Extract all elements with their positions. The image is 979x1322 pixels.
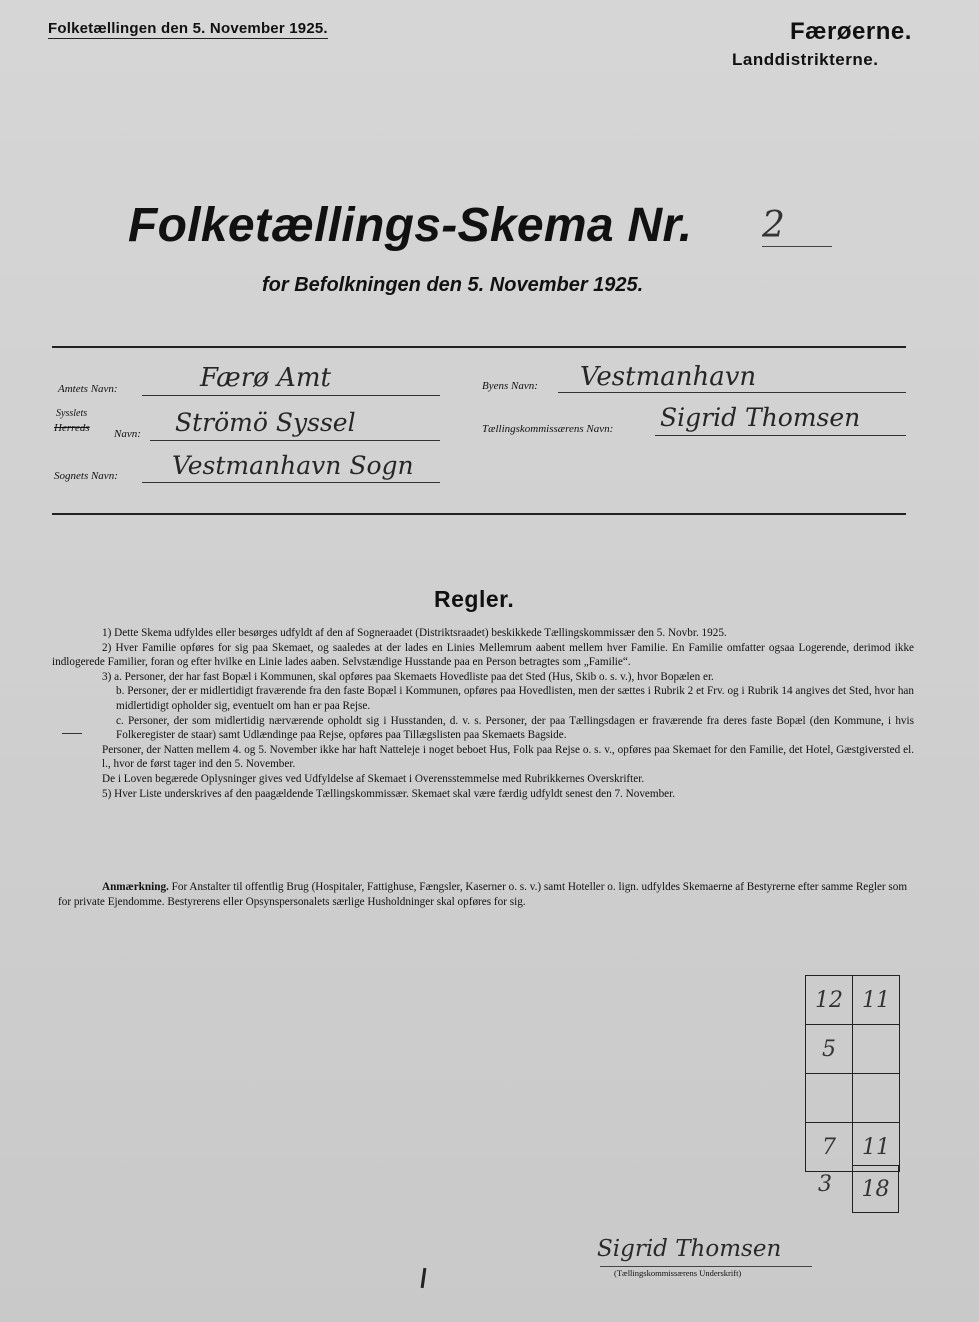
herred-label-struck: Herreds [54,422,90,434]
tally-row [806,1122,899,1171]
tally-cell [806,1074,852,1122]
remark-label: Anmærkning. [102,881,169,893]
tally-cell [852,1025,899,1073]
syssel-label-top: Sysslets [56,408,88,419]
form-number: 2 [762,205,832,247]
rule-line-4b: De i Loven begærede Oplysninger gives ved Udfyldelse af Skemaet i Overensstemmelse med Rubrikkernes Overskrifter. [102,772,645,785]
form-title: Folketællings-Skema Nr. [128,199,693,252]
tally-row [806,1024,899,1073]
rules-heading: Regler. [434,586,515,612]
tally-row [806,976,899,1024]
by-line [558,392,906,393]
header-region: Færøerne. [790,18,912,45]
kommissaer-line [655,435,906,436]
top-divider [52,346,906,348]
remark-text: For Anstalter til offentlig Brug (Hospitaler, Fattighuse, Fængsler, Kaserner o. s. v.) samt Hoteller o. lign. udfyldes Skemaerne af Bestyrerne efter samme Regler som for private Ejendomme. Bestyrerens eller Opsynspersonalets særlige Husholdninger skal opføres for sig. [58,881,908,908]
header-census-date: Folketællingen den 5. November 1925. [48,20,328,37]
syssel-line [150,440,440,441]
rule-line-5: 5) Hver Liste underskrives af den paagældende Tællingskommissær. Skemaet skal være færdig udfyldt senest den 7. November. [102,787,676,800]
by-label: Byens Navn: [482,380,538,392]
rule-line-3a: 3) a. Personer, der har fast Bopæl i Kommunen, skal opføres paa Skemaets Hovedliste paa det Sted (Hus, Skib o. s. v.), hvor Bopælen er. [102,670,714,683]
tally-cell: 11 [852,976,899,1024]
tally-extra-box: 18 [852,1165,899,1213]
tally-row [806,1073,899,1122]
tally-cell: 5 [822,1036,836,1062]
sogn-line [142,482,440,483]
rules-text [52,626,914,801]
bottom-divider [52,513,906,515]
tally-grid [805,975,900,1172]
rule-line-3b: b. Personer, der er midlertidigt fraværende fra den faste Bopæl i Kommunen, opføres paa Hovedlisten, men der sættes i Rubrik 2 et Frv. og i Rubrik 14 angives det Sted, hvor han midlertidigt opholder sig, eventuelt om han er paa Rejse. [116,685,914,712]
rule-line-2 [52,641,914,670]
form-subtitle: for Befolkningen den 5. November 1925. [262,274,644,296]
rule-line-4: Personer, der Natten mellem 4. og 5. November ikke har haft Natteleje i noget beboet Hus, Folk paa Rejse o. s. v., opføres paa Skemaet for den Familie, det Hotel, Gæstgiversted el. l., hvor de først tager ind den 5. November. [102,743,914,771]
syssel-label-navn: Navn: [114,428,141,440]
rule-line-2-text: 2) Hver Familie opføres for sig paa Skemaet, og saaledes at der lades en Linies Mellemrum aabent mellem hver Familie. En Familie omfatter ogsaa Logerende, derimod ikke indlogerede Familier, foran og efter hvilke en Linie lades aaben. Selvstændige Husstande paa en Person betragtes som „Familie“. [52,641,914,669]
syssel-value: Strömö Syssel [175,408,356,437]
amt-label: Amtets Navn: [58,383,118,395]
tally-cell: 11 [852,1123,899,1171]
tally-extra-left: 3 [818,1172,832,1197]
rule-line-3c: c. Personer, der som midlertidig nærværende opholdt sig i Husstanden, d. v. s. Personer, der paa Tællingsdagen er fraværende fra deres faste Bopæl (den Kommune, i hvis Folkeregister de staar) samt Udlændinge paa Rejse, opføres paa Tillægslisten paa Skemaets Bagside. [116,714,914,742]
kommissaer-label: Tællingskommissærens Navn: [482,423,614,435]
signature-line [600,1266,812,1267]
kommissaer-value: Sigrid Thomsen [660,403,861,432]
header-district-type: Landdistrikterne. [732,50,879,69]
sogn-value: Vestmanhavn Sogn [172,451,414,480]
signature: Sigrid Thomsen [597,1236,782,1262]
tally-cell [852,1074,899,1122]
tally-cell: 7 [822,1134,836,1160]
remark-block [58,880,908,909]
tally-cell: 12 [815,987,843,1013]
amt-line [142,395,440,396]
pencil-mark [421,1268,427,1288]
by-value: Vestmanhavn [580,362,757,392]
rule-line-1: 1) Dette Skema udfyldes eller besørges udfyldt af den af Sogneraadet (Distriktsraadet) beskikkede Tællingskommissær den 5. Novbr. 1925. [102,627,727,639]
sogn-label: Sognets Navn: [54,470,118,482]
signature-caption: (Tællingskommissærens Underskrift) [614,1268,742,1278]
amt-value: Færø Amt [200,363,331,393]
